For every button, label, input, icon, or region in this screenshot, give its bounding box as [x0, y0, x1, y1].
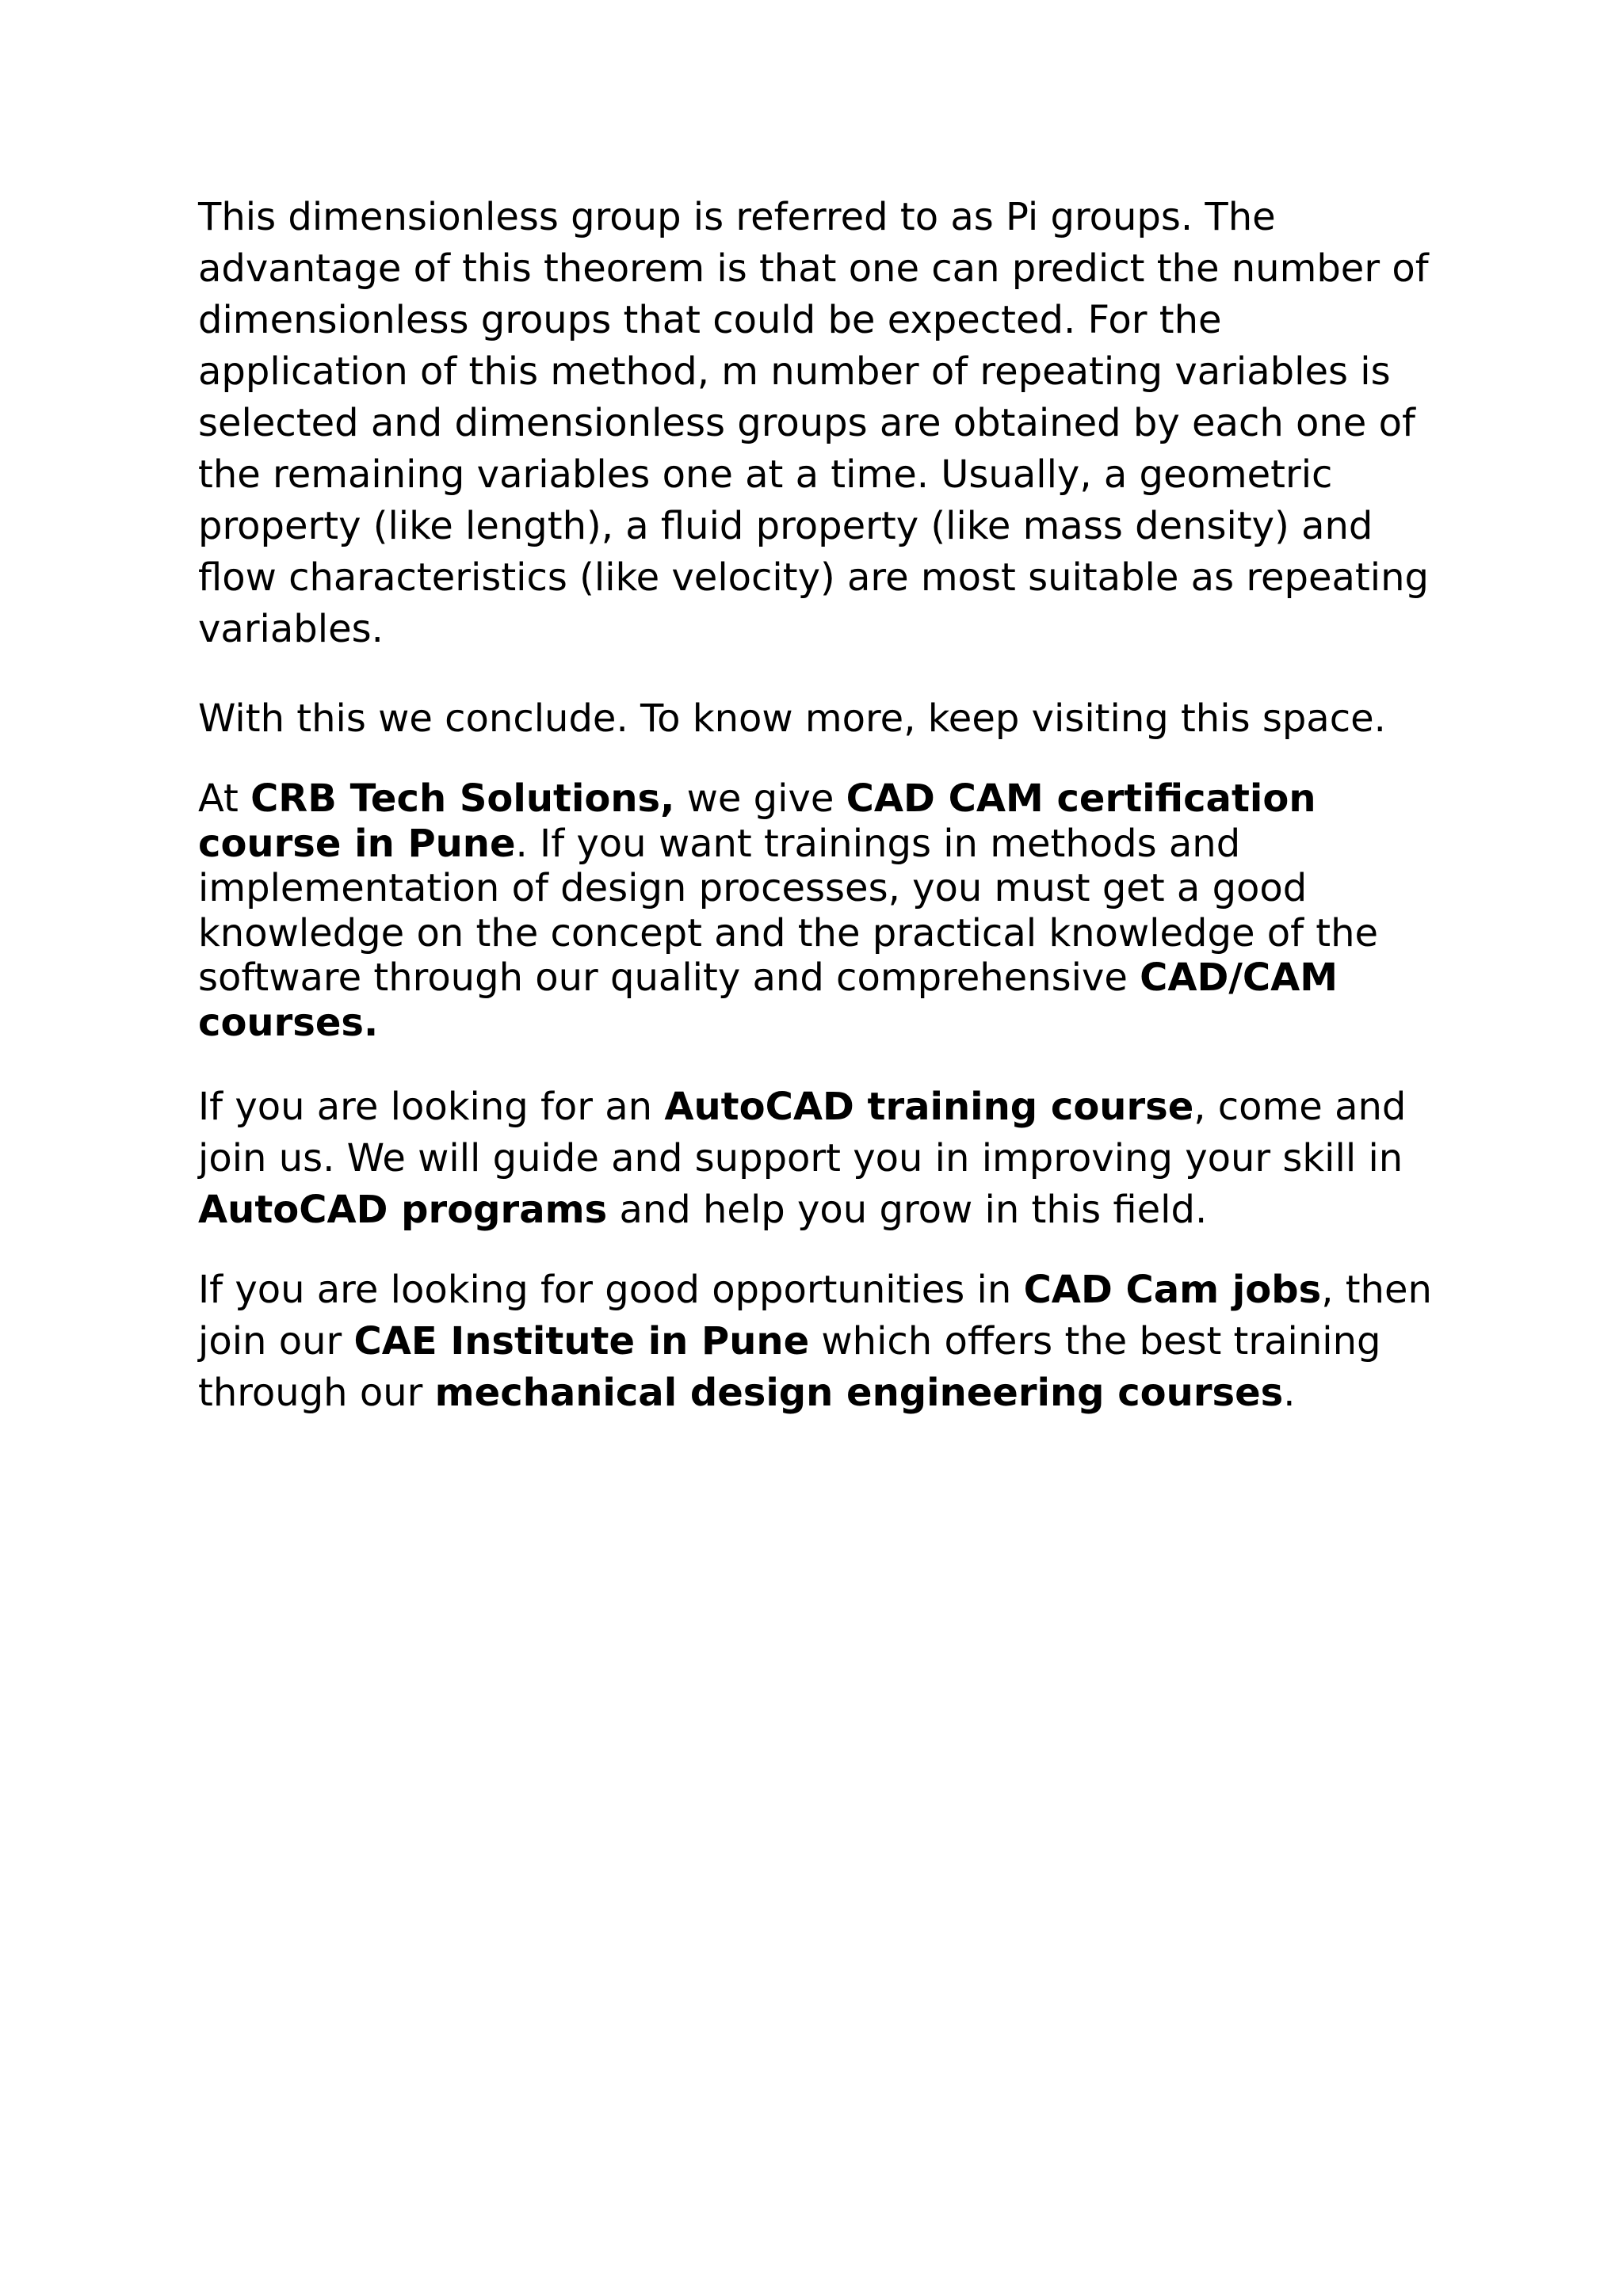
bold-cad-cam-jobs: CAD Cam jobs [1023, 1268, 1322, 1312]
paragraph-pi-groups [198, 192, 1434, 655]
text-run: If you are looking for an [198, 1085, 665, 1129]
paragraph-text: With this we conclude. To know more, keep visiting this space. [198, 696, 1386, 741]
bold-mechanical-courses: mechanical design engineering courses [434, 1371, 1284, 1415]
text-run: we give [674, 776, 846, 821]
paragraph-conclusion [198, 693, 1434, 745]
paragraph-jobs [198, 1264, 1434, 1419]
bold-cae-institute: CAE Institute in Pune [353, 1319, 810, 1363]
bold-company-name: CRB Tech Solutions, [250, 776, 675, 821]
text-run: and help you grow in this field. [607, 1188, 1208, 1232]
bold-course-name: CAD CAM certification course in Pune [198, 776, 1316, 866]
bold-autocad-programs: AutoCAD programs [198, 1188, 608, 1232]
paragraph-text: This dimensionless group is referred to as Pi groups. The advantage of this theorem is that one can predict the number of dimensionless groups that could be expected. For the application of this method, m number of repeating variables is selected and dimensionless groups are obtained by each one of the remaining variables one at a time. Usually, a geometric property (like length), a fluid property (like mass density) and flow characteristics (like velocity) are most suitable as repeating variables. [198, 195, 1430, 651]
text-run: which offers the best training through our [198, 1319, 1381, 1415]
paragraph-autocad [198, 1081, 1434, 1236]
text-run: At [198, 776, 251, 821]
text-run: , then join our [198, 1268, 1432, 1363]
document-page [198, 192, 1434, 1419]
text-run: If you are looking for good opportunities in [198, 1268, 1024, 1312]
bold-autocad-training: AutoCAD training course [664, 1085, 1194, 1129]
text-run: . If you want trainings in methods and implementation of design processes, you must get a good knowledge on the concept and the practical knowledge of the software through our quality and comprehensive [198, 821, 1379, 1000]
text-run: . [1283, 1371, 1296, 1415]
paragraph-crb-tech [198, 776, 1434, 1045]
text-run: , come and join us. We will guide and support you in improving your skill in [198, 1085, 1407, 1180]
bold-courses: CAD/CAM courses. [198, 955, 1338, 1045]
